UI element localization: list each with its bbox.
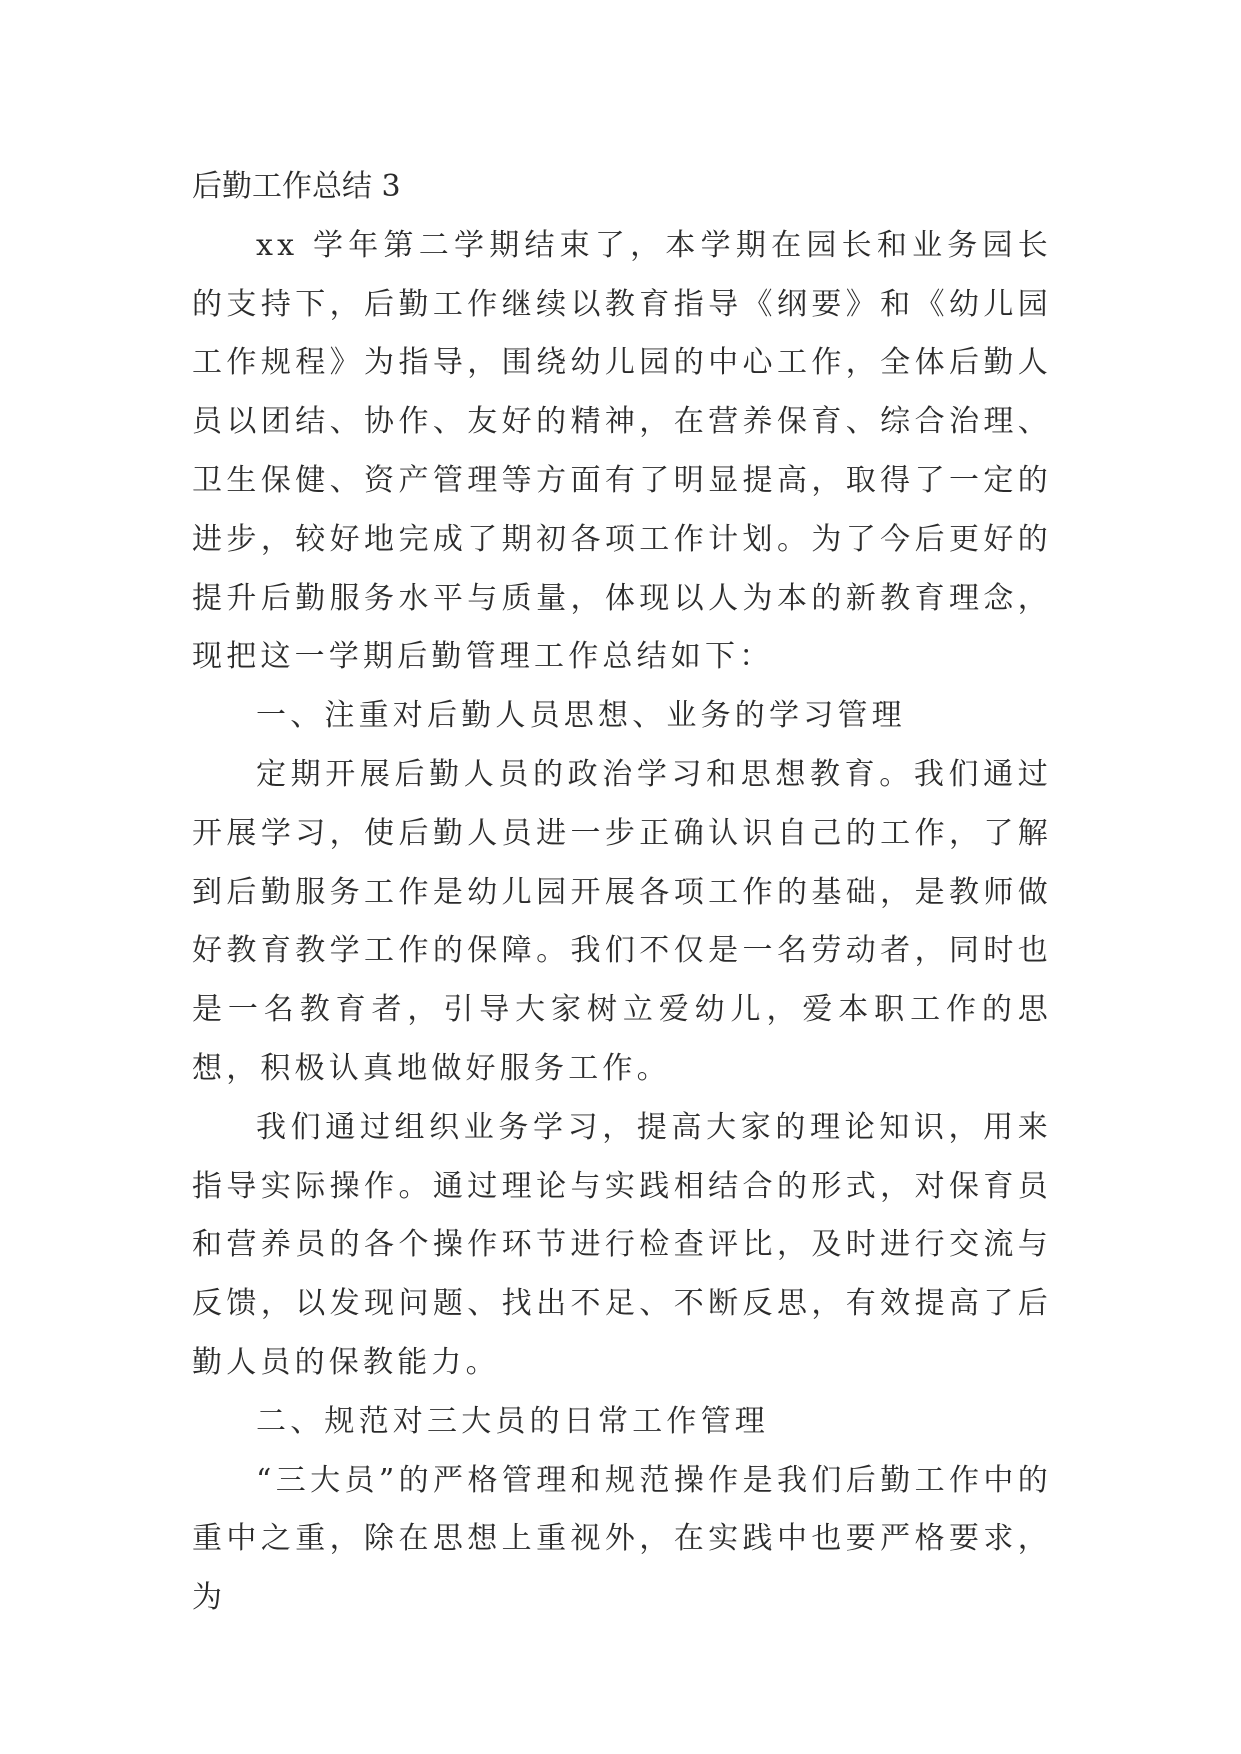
paragraph-intro: xx 学年第二学期结束了，本学期在园长和业务园长的支持下，后勤工作继续以教育指导《纲要》和《幼儿园工作规程》为指导，围绕幼儿园的中心工作，全体后勤人员以团结、协作、友好的精神，在营养保育、综合治理、卫生保健、资产管理等方面有了明显提高，取得了一定的进步，较好地完成了期初各项工作计划。为了今后更好的提升后勤服务水平与质量，体现以人为本的新教育理念，现把这一学期后勤管理工作总结如下： <box>192 227 1052 675</box>
section-heading-2: 二、规范对三大员的日常工作管理 <box>256 1403 769 1439</box>
document-body <box>192 158 1052 1628</box>
paragraph-political-study: 定期开展后勤人员的政治学习和思想教育。我们通过开展学习，使后勤人员进一步正确认识自己的工作，了解到后勤服务工作是幼儿园开展各项工作的基础，是教师做好教育教学工作的保障。我们不仅是一名劳动者，同时也是一名教育者，引导大家树立爱幼儿，爱本职工作的思想，积极认真地做好服务工作。 <box>192 756 1052 1086</box>
section-heading-1: 一、注重对后勤人员思想、业务的学习管理 <box>256 698 906 734</box>
paragraph-business-study: 我们通过组织业务学习，提高大家的理论知识，用来指导实际操作。通过理论与实践相结合的形式，对保育员和营养员的各个操作环节进行检查评比，及时进行交流与反馈，以发现问题、找出不足、不断反思，有效提高了后勤人员的保教能力。 <box>192 1109 1052 1380</box>
paragraph-three-staff: “三大员”的严格管理和规范操作是我们后勤工作中的重中之重，除在思想上重视外，在实践中也要严格要求，为 <box>192 1462 1052 1616</box>
document-title: 后勤工作总结 3 <box>192 169 401 204</box>
